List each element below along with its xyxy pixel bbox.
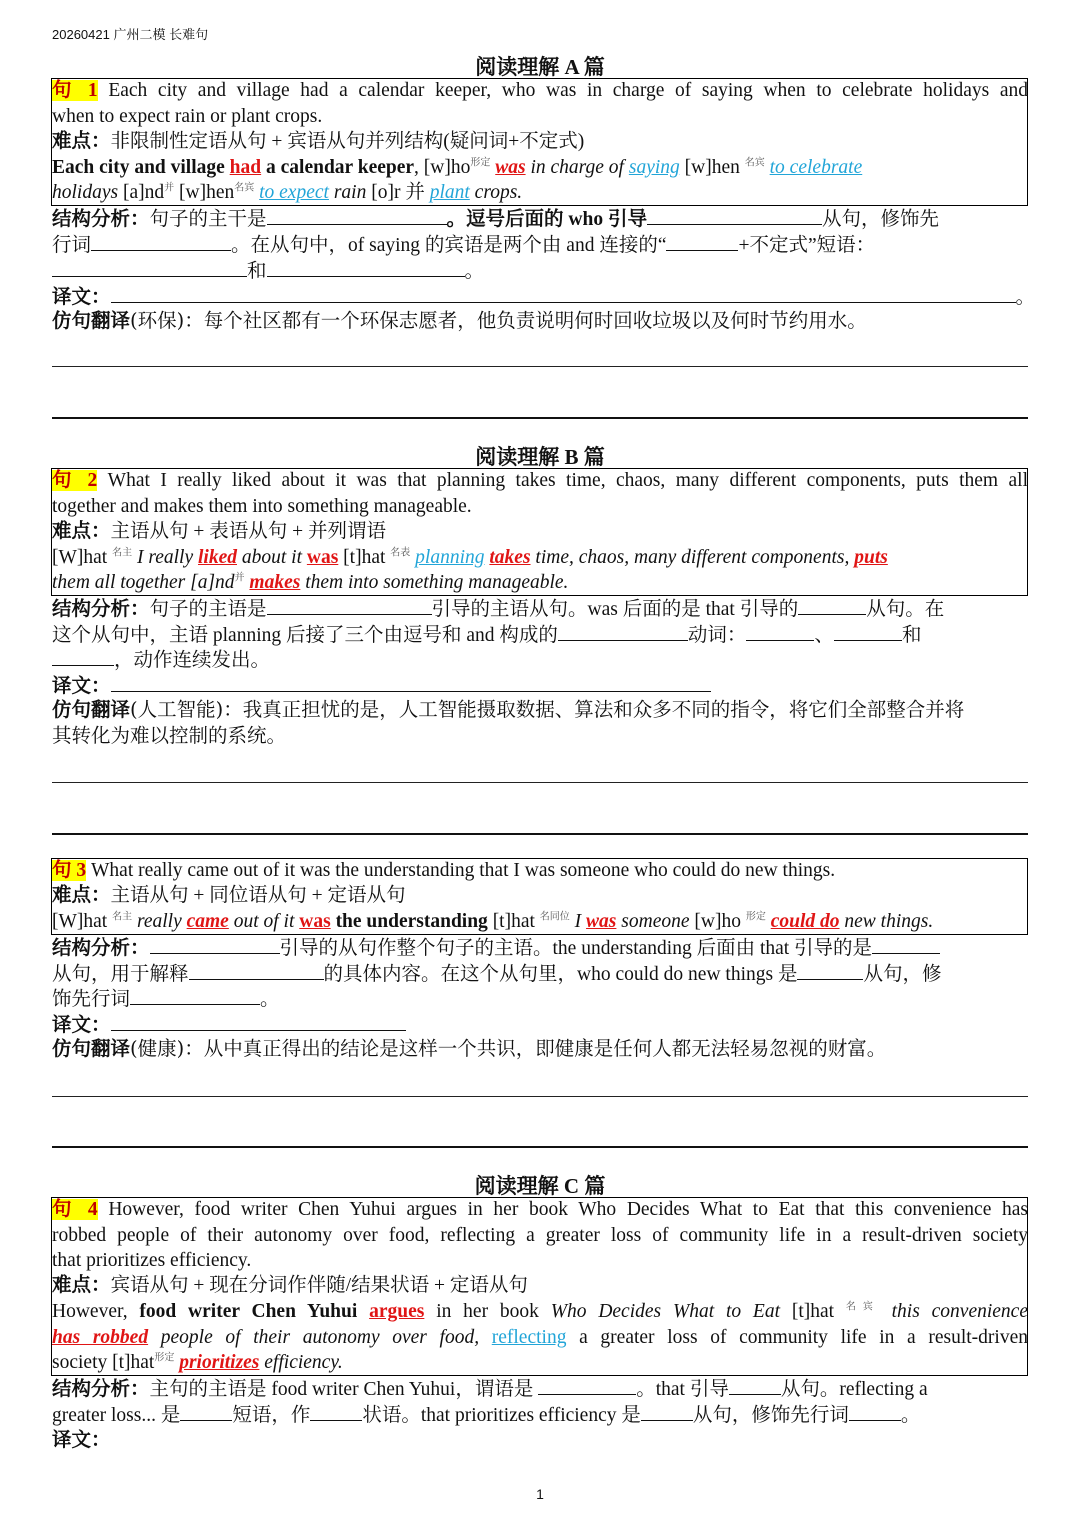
q4-an-that: [t]hat <box>791 1301 835 1322</box>
q2-an-time: time, chaos, many different components, <box>535 547 850 568</box>
q4-an-reflecting: reflecting <box>491 1327 567 1348</box>
q4-struct-2c: 状语。that prioritizes efficiency 是 <box>362 1405 641 1426</box>
q2-structure-label: 结构分析： <box>52 599 150 620</box>
q2-an-puts: puts <box>854 547 888 568</box>
q1-an-or: [o]r 并 <box>371 182 425 203</box>
q3-label: 句 3 <box>52 860 87 881</box>
q1-an-rain: rain <box>333 182 367 203</box>
q2-answer-line-1[interactable] <box>52 782 1028 783</box>
q2-structure-line-1 <box>52 596 1028 623</box>
q2-an-makes: makes <box>249 572 301 593</box>
q3-an-understanding: the understanding <box>335 911 488 932</box>
q3-struct-2b: 的具体内容。在这个从句里，who could do new things 是 <box>323 964 798 985</box>
q2-sup-3: 并 <box>234 572 245 584</box>
q3-answer-line-2[interactable] <box>52 1146 1028 1148</box>
q3-an-was: was <box>299 911 331 932</box>
q1-trans-end: 。 <box>1015 287 1036 308</box>
q1-label: 句 1 <box>52 80 98 101</box>
q1-translation-label: 译文： <box>52 287 111 308</box>
q4-structure-line-1 <box>52 1376 1028 1403</box>
q3-blank-5[interactable] <box>130 986 260 1005</box>
q3-struct-3b: 。 <box>260 989 280 1010</box>
q3-imitation <box>52 1036 1028 1063</box>
q1-sup-2: 名宾 <box>744 157 765 169</box>
page-number: 1 <box>536 1486 544 1502</box>
q4-structure-label: 结构分析： <box>52 1379 150 1400</box>
q3-translation-blank[interactable] <box>111 1012 406 1031</box>
q3-sup-1: 名主 <box>112 911 133 923</box>
q2-struct-2c: 、 <box>814 625 834 646</box>
q2-translation-blank[interactable] <box>111 673 711 692</box>
q4-sentence-line-2 <box>52 1223 1028 1249</box>
q2-struct-1c: 从句。在 <box>866 599 945 620</box>
q3-imitation-text: (健康)：从中真正得出的结论是这样一个共识，即健康是任何人都无法轻易忽视的财富。 <box>130 1037 887 1060</box>
q2-translation <box>52 673 1028 700</box>
q4-blank-2[interactable] <box>729 1376 781 1395</box>
q2-sentence-line-2: together and makes them into something manageable. <box>52 496 472 517</box>
q4-label: 句 4 <box>52 1199 98 1220</box>
q3-an-new: new things. <box>844 911 934 932</box>
q4-an-however: However, <box>52 1301 128 1322</box>
q1-annotated-line-2 <box>52 180 1028 206</box>
q1-answer-line-1[interactable] <box>52 366 1028 367</box>
q4-translation-label: 译文： <box>52 1430 111 1451</box>
q1-blank-4[interactable] <box>666 232 738 251</box>
q2-struct-1b: 引导的主语从句。was 后面的是 that 引导的 <box>431 599 799 620</box>
q4-difficulty-label: 难点： <box>52 1275 111 1296</box>
q1-an-subject: Each city and village <box>52 157 225 178</box>
q2-struct-2a: 这个从句中，主语 planning 后接了三个由逗号和 and 构成的 <box>52 625 558 646</box>
q1-blank-2[interactable] <box>647 206 822 225</box>
q4-structure-line-2 <box>52 1402 1028 1429</box>
q2-blank-6[interactable] <box>52 647 114 666</box>
q1-difficulty-text: 非限制性定语从句 + 宾语从句并列结构(疑问词+不定式) <box>110 131 585 152</box>
q4-translation <box>52 1428 1028 1454</box>
q1-structure-label: 结构分析： <box>52 209 150 230</box>
q2-an-takes: takes <box>489 547 531 568</box>
q4-struct-1a: 主句的主语是 food writer Chen Yuhui，谓语是 <box>149 1379 534 1400</box>
q2-blank-5[interactable] <box>834 622 902 641</box>
q3-structure-line-2 <box>52 961 1028 988</box>
q1-translation-blank[interactable] <box>111 284 1016 303</box>
q1-structure-line-2 <box>52 232 1028 259</box>
q2-answer-line-2[interactable] <box>52 833 1028 835</box>
q1-struct-2b: 。在从句中，of saying 的宾语是两个由 and 连接的“ <box>231 235 667 256</box>
q4-annotated-line-3 <box>52 1350 1028 1376</box>
q2-an-that: [t]hat <box>343 547 386 568</box>
q2-structure-line-2 <box>52 622 1028 649</box>
q1-answer-line-2[interactable] <box>52 417 1028 419</box>
q3-sup-2: 名同位 <box>539 911 570 923</box>
q1-an-had: had <box>229 157 262 178</box>
q4-struct-2b: 短语，作 <box>232 1405 311 1426</box>
q1-struct-1c: 从句，修饰先 <box>821 209 939 230</box>
q3-an-out: out of it <box>233 911 295 932</box>
q1-sup-3: 并 <box>164 182 175 194</box>
q3-an-who: [w]ho <box>694 911 741 932</box>
q1-imitation-text: (环保)：每个社区都有一个环保志愿者，他负责说明何时回收垃圾以及何时节约用水。 <box>130 309 867 332</box>
q2-sentence-line-1 <box>52 468 1028 494</box>
q3-text-1: What really came out of it was the understanding that I was someone who could do new things. <box>91 860 836 881</box>
document-header: 20260421 广州二模 长难句 <box>52 27 209 42</box>
q2-imitation-line-1 <box>52 697 1028 724</box>
q4-an-people: people of their autonomy over food, <box>160 1327 480 1348</box>
q2-struct-2d: 和 <box>901 625 922 646</box>
q1-structure-line-1 <box>52 206 1028 233</box>
q2-imitation-label: 仿句翻译 <box>52 700 131 721</box>
q3-an-came: came <box>186 911 229 932</box>
q1-struct-3a: 和 <box>247 261 267 282</box>
q2-difficulty-text: 主语从句 + 表语从句 + 并列谓语 <box>110 521 387 542</box>
q1-struct-2c: +不定式”短语： <box>738 235 876 256</box>
q2-difficulty <box>52 519 1028 545</box>
q3-an-someone: someone <box>621 911 690 932</box>
q2-struct-1a: 句子的主语是 <box>149 599 267 620</box>
q1-blank-6[interactable] <box>267 258 465 277</box>
q2-imitation-text-2: 其转化为难以控制的系统。 <box>52 724 287 747</box>
q3-difficulty-label: 难点： <box>52 885 111 906</box>
q4-an-that2: [t]hat <box>112 1352 155 1373</box>
q3-answer-line-1[interactable] <box>52 1096 1028 1097</box>
q4-text-1: However, food writer Chen Yuhui argues in her book Who Decides What to Eat that this convenience has <box>108 1199 1029 1220</box>
q4-sup-2: 形定 <box>154 1352 175 1364</box>
q2-annotated-line-1 <box>52 545 1028 571</box>
q4-an-argues: argues <box>369 1301 425 1322</box>
q3-blank-3[interactable] <box>189 961 324 980</box>
q2-label: 句 2 <box>52 470 98 491</box>
q4-blank-5[interactable] <box>641 1402 693 1421</box>
q4-blank-3[interactable] <box>180 1402 232 1421</box>
q3-sup-3: 形定 <box>745 911 766 923</box>
q1-structure-line-3 <box>52 258 1028 285</box>
q1-an-in-charge: in charge of <box>530 157 624 178</box>
q4-annotated-line-2 <box>52 1325 1028 1351</box>
q3-an-i: I <box>574 911 582 932</box>
section-b-title: 阅读理解 B 篇 <box>475 445 605 469</box>
q1-blank-5[interactable] <box>52 258 247 277</box>
q4-an-society: society <box>52 1352 108 1373</box>
q1-an-and: [a]nd <box>122 182 165 203</box>
q1-blank-1[interactable] <box>267 206 447 225</box>
q2-blank-1[interactable] <box>267 596 432 615</box>
q4-an-prioritizes: prioritizes <box>179 1352 260 1373</box>
q3-structure-line-3 <box>52 986 1028 1013</box>
q4-difficulty <box>52 1273 1028 1299</box>
q4-an-greater: a greater loss of community life in a result-driven <box>579 1327 1028 1348</box>
q3-an-was2: was <box>586 911 617 932</box>
q3-blank-4[interactable] <box>797 961 863 980</box>
q4-an-title: Who Decides What to Eat <box>550 1301 781 1322</box>
q2-text-1: What I really liked about it was that planning takes time, chaos, many different components, puts them all <box>107 470 1029 491</box>
q4-text-2: robbed people of their autonomy over food, reflecting a greater loss of community life in a result-driven society <box>52 1225 1028 1246</box>
q2-struct-3a: ，动作连续发出。 <box>114 650 271 671</box>
q1-sentence-line-2: when to expect rain or plant crops. <box>52 106 323 127</box>
q1-translation <box>52 284 1036 311</box>
q2-an-rest: them into something manageable. <box>305 572 569 593</box>
q3-an-could: could do <box>770 911 840 932</box>
q2-blank-4[interactable] <box>746 622 814 641</box>
q3-an-really: really <box>136 911 182 932</box>
q2-struct-2b: 动词： <box>687 625 747 646</box>
q1-sentence-line-1 <box>52 78 1028 104</box>
q2-an-and: [a]nd <box>190 572 235 593</box>
q4-struct-2d: 从句，修饰先行词 <box>692 1405 849 1426</box>
q2-an-liked: liked <box>197 547 237 568</box>
q1-an-crops: crops. <box>474 182 523 203</box>
q3-structure-line-1 <box>52 935 1028 962</box>
q2-an-about: about it <box>241 547 302 568</box>
q4-annotated-line-1 <box>52 1299 1028 1325</box>
q2-structure-line-3 <box>52 647 1028 674</box>
q1-blank-3[interactable] <box>91 232 231 251</box>
q1-an-who: , [w]ho <box>414 157 471 178</box>
q1-an-was: was <box>495 157 526 178</box>
q3-annotated-line-1 <box>52 909 1028 935</box>
q2-an-planning: planning <box>415 547 485 568</box>
q3-blank-1[interactable] <box>150 935 280 954</box>
q4-struct-1b: 。that 引导 <box>636 1379 729 1400</box>
q3-structure-label: 结构分析： <box>52 938 150 959</box>
q4-blank-1[interactable] <box>538 1376 636 1395</box>
q3-sentence-line-1 <box>52 858 1028 884</box>
q1-imitation-label: 仿句翻译 <box>52 311 131 332</box>
q1-struct-3b: 。 <box>464 261 485 282</box>
q2-an-i-really: I really <box>136 547 194 568</box>
q1-sup-1: 形定 <box>470 157 491 169</box>
q2-imitation-text-1: (人工智能)：我真正担忧的是，人工智能摄取数据、算法和众多不同的指令，将它们全部整合并将 <box>130 698 965 721</box>
q4-sentence-line-3: that prioritizes efficiency. <box>52 1250 252 1271</box>
q2-an-what: [W]hat <box>52 547 108 568</box>
q4-blank-6[interactable] <box>849 1402 901 1421</box>
q3-difficulty <box>52 883 1028 909</box>
q3-translation-label: 译文： <box>52 1015 111 1036</box>
q1-annotated-line-1 <box>52 155 1028 181</box>
q2-blank-3[interactable] <box>558 622 688 641</box>
section-a-title: 阅读理解 A 篇 <box>475 55 605 79</box>
q2-annotated-line-2 <box>52 570 1028 596</box>
q2-sup-2: 名表 <box>390 547 411 559</box>
q2-an-was: was <box>306 547 339 568</box>
q1-an-celebrate: to celebrate <box>769 157 863 178</box>
q1-struct-2a: 行词 <box>52 235 92 256</box>
section-c-title: 阅读理解 C 篇 <box>474 1174 606 1198</box>
q4-an-has-robbed: has robbed <box>52 1327 149 1348</box>
q4-an-in-book: in her book <box>436 1301 539 1322</box>
q4-an-efficiency: efficiency. <box>264 1352 343 1373</box>
q4-sentence-line-1 <box>52 1197 1028 1223</box>
q4-an-this: this convenience <box>891 1301 1028 1322</box>
q1-an-when2: [w]hen <box>179 182 235 203</box>
q3-struct-1a: 引导的从句作整个句子的主语。the understanding 后面由 that 引导的是 <box>279 938 873 959</box>
q4-struct-2e: 。 <box>900 1405 921 1426</box>
q3-an-what: [W]hat <box>52 911 108 932</box>
q2-an-them: them all together <box>52 572 186 593</box>
q3-struct-3a: 饰先行词 <box>52 989 131 1010</box>
q4-struct-1c: 从句。reflecting a <box>780 1379 928 1400</box>
q1-text-1: Each city and village had a calendar keeper, who was in charge of saying when to celebrate holidays and <box>108 80 1028 101</box>
q4-an-subject: food writer Chen Yuhui <box>139 1301 358 1322</box>
q4-struct-2a: greater loss... 是 <box>52 1405 181 1426</box>
q1-imitation <box>52 308 1028 335</box>
q2-translation-label: 译文： <box>52 676 111 697</box>
q2-sup-1: 名主 <box>112 547 133 559</box>
q3-blank-2[interactable] <box>872 935 940 954</box>
q2-imitation-line-2 <box>52 723 1028 750</box>
q1-sup-4: 名宾 <box>234 182 255 194</box>
q1-struct-1b: 。逗号后面的 who 引导 <box>446 209 647 230</box>
q3-difficulty-text: 主语从句 + 同位语从句 + 定语从句 <box>110 885 406 906</box>
q1-difficulty-label: 难点： <box>52 131 111 152</box>
q2-difficulty-label: 难点： <box>52 521 111 542</box>
q3-struct-2c: 从句，修 <box>863 964 942 985</box>
q3-an-that: [t]hat <box>492 911 535 932</box>
q1-an-when: [w]hen <box>684 157 740 178</box>
q3-struct-2a: 从句，用于解释 <box>52 964 189 985</box>
q1-struct-1a: 句子的主干是 <box>149 209 267 230</box>
q1-an-saying: saying <box>628 157 680 178</box>
q1-an-obj: a calendar keeper <box>266 157 415 178</box>
q3-translation <box>52 1012 1028 1039</box>
q1-an-holidays: holidays <box>52 182 119 203</box>
q1-difficulty <box>52 129 1028 155</box>
q2-blank-2[interactable] <box>798 596 866 615</box>
q4-blank-4[interactable] <box>310 1402 362 1421</box>
q4-sup-1: 名宾 <box>845 1301 880 1313</box>
q3-imitation-label: 仿句翻译 <box>52 1039 131 1060</box>
q1-an-plant: plant <box>429 182 470 203</box>
q4-difficulty-text: 宾语从句 + 现在分词作伴随/结果状语 + 定语从句 <box>110 1275 528 1296</box>
q1-an-expect: to expect <box>259 182 329 203</box>
